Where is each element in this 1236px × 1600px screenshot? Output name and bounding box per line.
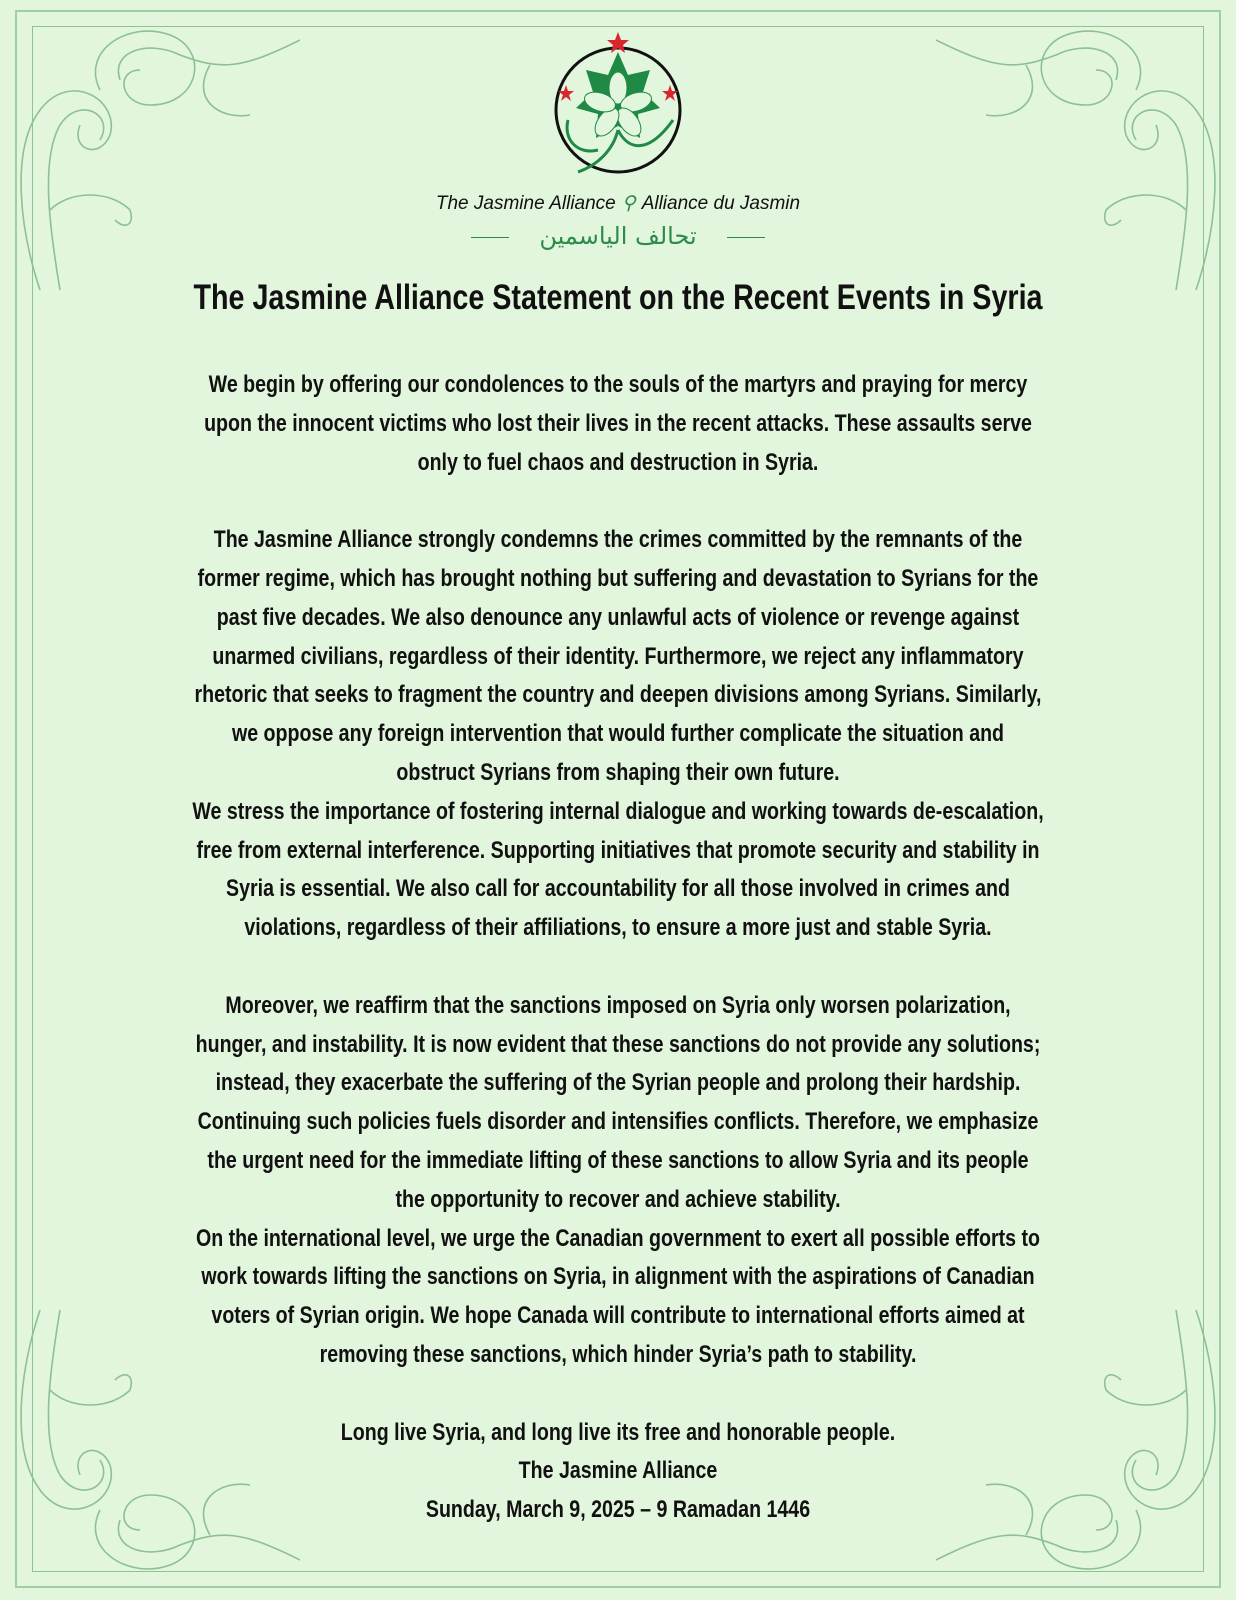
statement-body (44, 366, 1193, 1530)
statement-line: voters of Syrian origin. We hope Canada will contribute to international efforts aimed at (211, 1302, 1025, 1330)
statement-line: rhetoric that seeks to fragment the country and deepen divisions among Syrians. Similarly, (194, 681, 1042, 709)
statement-line: upon the innocent victims who lost their lives in the recent attacks. These assaults serve (204, 409, 1032, 437)
divider (471, 237, 509, 238)
paragraph-spacer (44, 948, 1193, 987)
brand-arabic-line (0, 222, 1236, 250)
jasmine-alliance-logo (548, 30, 688, 185)
brand-line (0, 192, 1236, 215)
statement-line: unarmed civilians, regardless of their identity. Furthermore, we reject any inflammatory (212, 642, 1024, 670)
brand-french: Alliance du Jasmin (641, 193, 801, 214)
paragraph-spacer (44, 482, 1193, 521)
statement-line: The Jasmine Alliance (518, 1457, 718, 1485)
statement-line: We stress the importance of fostering internal dialogue and working towards de-escalation, (192, 797, 1044, 825)
statement-line: only to fuel chaos and destruction in Syria. (417, 448, 819, 476)
statement-line: removing these sanctions, which hinder Syria’s path to stability. (319, 1340, 917, 1368)
statement-line: Moreover, we reaffirm that the sanctions imposed on Syria only worsen polarization, (225, 991, 1011, 1019)
statement-line: violations, regardless of their affiliations, to ensure a more just and stable Syria. (244, 914, 992, 942)
statement-line: Sunday, March 9, 2025 – 9 Ramadan 1446 (425, 1496, 811, 1524)
corner-ornament-top-right (936, 0, 1236, 300)
statement-line: former regime, which has brought nothing but suffering and devastation to Syrians for the (197, 564, 1039, 592)
statement-line: We begin by offering our condolences to the souls of the martyrs and praying for mercy (208, 371, 1028, 398)
paragraph-spacer (44, 1375, 1193, 1414)
statement-line: free from external interference. Supporting initiatives that promote security and stability in (196, 836, 1040, 864)
statement-line: past five decades. We also denounce any unlawful acts of violence or revenge against (216, 603, 1020, 631)
brand-english: The Jasmine Alliance (435, 193, 616, 214)
statement-line: The Jasmine Alliance strongly condemns the crimes committed by the remnants of the (213, 526, 1023, 554)
statement-line: obstruct Syrians from shaping their own future. (396, 758, 840, 786)
statement-line: work towards lifting the sanctions on Syria, in alignment with the aspirations of Canadian (201, 1263, 1035, 1291)
jasmine-flower-icon: ⚲ (621, 193, 636, 214)
statement-line: On the international level, we urge the Canadian government to exert all possible efforts to (195, 1224, 1041, 1252)
corner-ornament-top-left (0, 0, 300, 300)
brand-arabic: تحالف الياسمين (539, 222, 697, 250)
statement-line: we oppose any foreign intervention that would further complicate the situation and (231, 720, 1005, 748)
statement-line: instead, they exacerbate the suffering of the Syrian people and prolong their hardship. (215, 1069, 1021, 1097)
statement-line: the opportunity to recover and achieve stability. (395, 1185, 841, 1213)
statement-line: Continuing such policies fuels disorder and intensifies conflicts. Therefore, we emphasize (197, 1108, 1039, 1136)
statement-line: hunger, and instability. It is now evident that these sanctions do not provide any solutions; (195, 1030, 1041, 1058)
statement-title: The Jasmine Alliance Statement on the Recent Events in Syria (193, 278, 1043, 317)
statement-line: Long live Syria, and long live its free and honorable people. (340, 1418, 896, 1446)
statement-line: the urgent need for the immediate lifting of these sanctions to allow Syria and its people (207, 1146, 1029, 1174)
statement-line: Syria is essential. We also call for accountability for all those involved in crimes and (226, 875, 1010, 903)
divider (727, 237, 765, 238)
